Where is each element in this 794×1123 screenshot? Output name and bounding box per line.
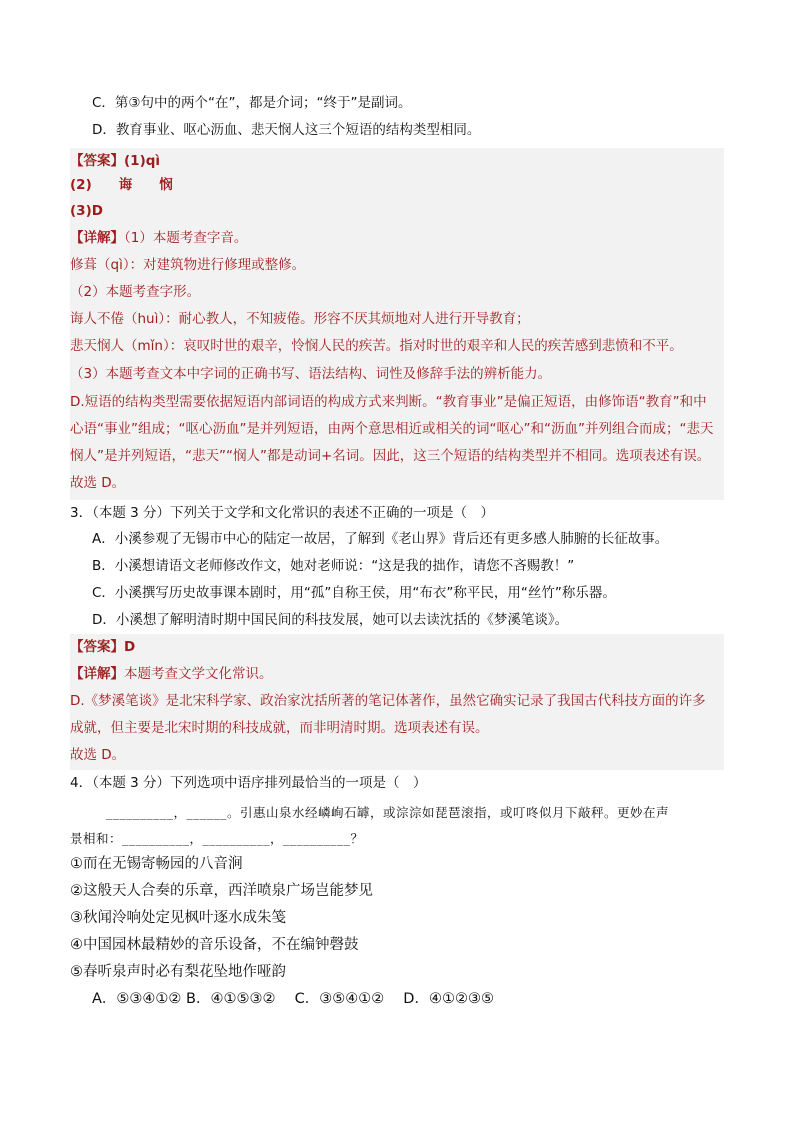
q2-detail-line-1 xyxy=(70,225,720,252)
q3-option-a: A．小溪参观了无锡市中心的陆定一故居，了解到《老山界》背后还有更多感人肺腑的长征故事。 xyxy=(92,531,669,547)
q2-answer-3: (3)D xyxy=(70,203,103,219)
q4-stem: 4．（本题 3 分）下列选项中语序排列最恰当的一项是（ ） xyxy=(70,775,427,791)
q2-option-d: D．教育事业、呕心沥血、悲天悯人这三个短语的结构类型相同。 xyxy=(92,122,481,138)
q4-item-3: ③秋闻泠响处定见枫叶逐水成朱笺 xyxy=(70,910,286,926)
q2-detail-3: （2）本题考查字形。 xyxy=(70,284,201,300)
q4-item-1: ①而在无锡寄畅园的八音涧 xyxy=(70,856,243,872)
answer-label: 【答案】 xyxy=(70,639,124,655)
q2-detail-10: 故选 D。 xyxy=(70,475,126,491)
q3-detail-4: 故选 D。 xyxy=(70,747,126,763)
answer-label: 【答案】 xyxy=(70,153,124,169)
q2-detail-8: 心语“事业”组成；“呕心沥血”是并列短语，由两个意思相近或相关的词“呕心”和“沥血”并列组合而成；“悲天 xyxy=(70,421,714,437)
q2-detail-7: D.短语的结构类型需要依据短语内部词语的构成方式来判断。“教育事业”是偏正短语，由修饰语“教育”和中 xyxy=(70,394,707,410)
q4-passage-2: 景相和：__________，__________，__________？ xyxy=(70,831,364,846)
q3-answer-line xyxy=(70,634,720,661)
q2-answer-1: (1)qì xyxy=(124,153,161,169)
q2-detail-1: （1）本题考查字音。 xyxy=(124,230,248,246)
q2-detail-4: 诲人不倦（huì）：耐心教人，不知疲倦。形容不厌其烦地对人进行开导教育； xyxy=(70,311,530,327)
q3-option-b: B．小溪想请语文老师修改作文，她对老师说：“这是我的拙作，请您不吝赐教！” xyxy=(92,558,575,574)
q3-option-c: C．小溪撰写历史故事课本剧时，用“孤”自称王侯，用“布衣”称平民，用“丝竹”称乐器。 xyxy=(92,585,616,601)
q4-item-2: ②这般天人合奏的乐章，西洋喷泉广场岂能梦见 xyxy=(70,883,373,899)
q4-options: A．⑤③④①② B．④①⑤③② C．③⑤④①② D．④①②③⑤ xyxy=(92,991,494,1007)
q4-item-4: ④中国园林最精妙的音乐设备，不在编钟磬鼓 xyxy=(70,937,359,953)
detail-label: 【详解】 xyxy=(70,666,124,682)
q2-answer-line-1 xyxy=(70,148,720,175)
q3-detail-1: 本题考查文学文化常识。 xyxy=(124,666,273,682)
q2-detail-2: 修葺（qì）：对建筑物进行修理或整修。 xyxy=(70,257,306,273)
q4-item-5: ⑤春听泉声时必有梨花坠地作哑韵 xyxy=(70,964,286,980)
q3-option-d: D．小溪想了解明清时期中国民间的科技发展，她可以去读沈括的《梦溪笔谈》。 xyxy=(92,612,569,628)
q2-option-c: C．第③句中的两个“在”，都是介词；“终于”是副词。 xyxy=(92,95,412,111)
q2-detail-9: 悯人”是并列短语，“悲天”“悯人”都是动词+名词。因此，这三个短语的结构类型并不相同。选项表述有误。 xyxy=(70,448,711,464)
q2-detail-6: （3）本题考查文本中字词的正确书写、语法结构、词性及修辞手法的辨析能力。 xyxy=(70,366,552,382)
detail-label: 【详解】 xyxy=(70,230,124,246)
q3-detail-line-1 xyxy=(70,661,720,688)
q4-passage-1: __________，______。引惠山泉水经嶙峋石罅，或淙淙如琵琶滚指，或叮咚似月下敲秤。更妙在声 xyxy=(106,805,670,820)
q2-detail-5: 悲天悯人（mǐn）：哀叹时世的艰辛，怜悯人民的疾苦。指对时世的艰辛和人民的疾苦感到悲愤和不平。 xyxy=(70,338,683,354)
q3-stem: 3．（本题 3 分）下列关于文学和文化常识的表述不正确的一项是（ ） xyxy=(70,505,495,521)
q3-detail-2: D.《梦溪笔谈》是北宋科学家、政治家沈括所著的笔记体著作，虽然它确实记录了我国古代科技方面的许多 xyxy=(70,693,706,709)
q3-answer: D xyxy=(124,639,136,655)
q3-detail-3: 成就，但主要是北宋时期的科技成就，而非明清时期。选项表述有误。 xyxy=(70,720,489,736)
q2-answer-2: (2) 诲 悯 xyxy=(70,177,173,193)
